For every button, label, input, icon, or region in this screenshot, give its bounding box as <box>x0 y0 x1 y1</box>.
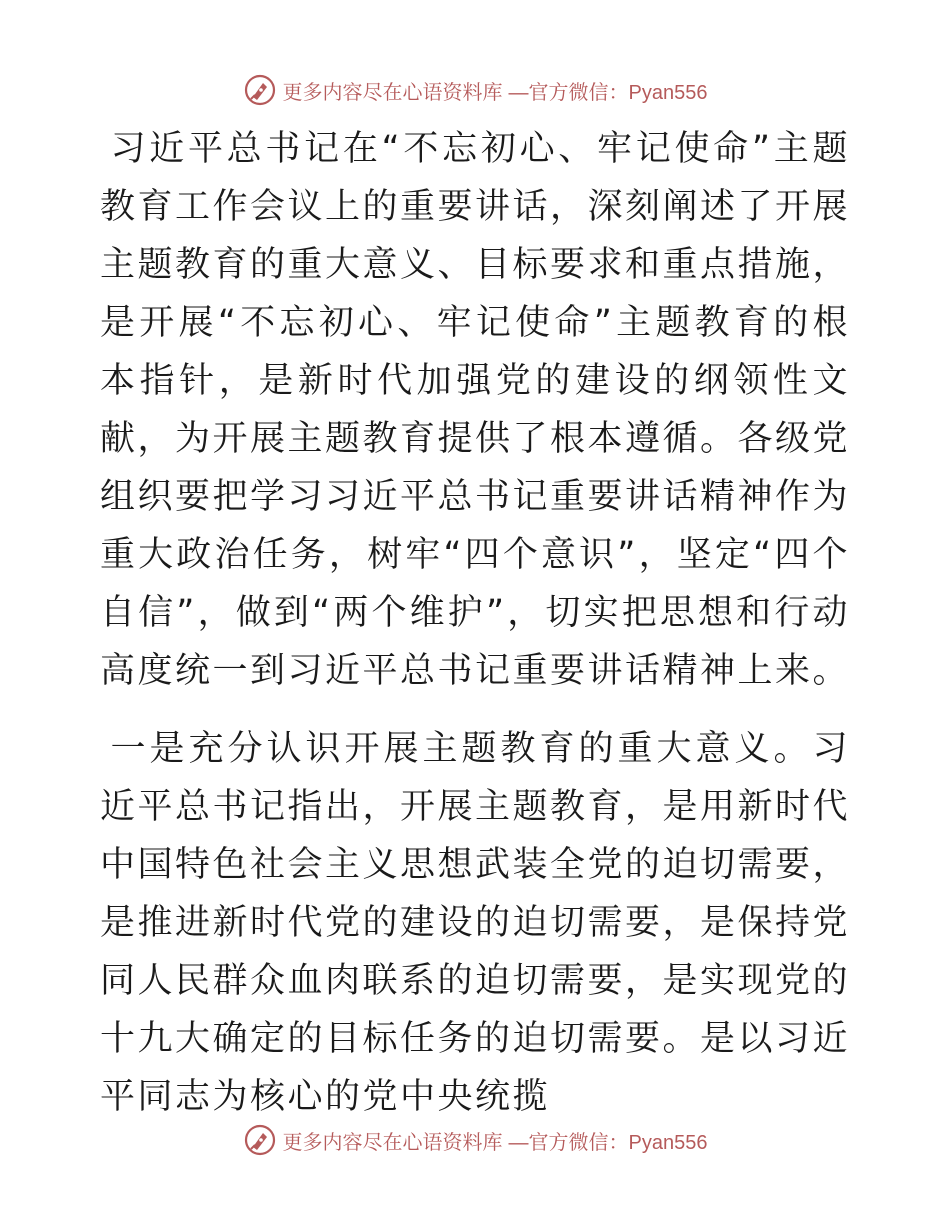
paragraph-2: 一是充分认识开展主题教育的重大意义。习近平总书记指出，开展主题教育，是用新时代中国特色社会主义思想武装全党的迫切需要，是推进新时代党的建设的迫切需要，是保持党同人民群众血肉联系的迫切需要，是实现党的十九大确定的目标任务的迫切需要。是以习近平同志为核心的党中央统揽 <box>100 729 851 1117</box>
watermark-banner-bottom <box>0 1120 950 1160</box>
watermark-wechat-text: —官方微信：Pyan556 <box>508 1131 708 1154</box>
document-body <box>100 120 850 1126</box>
watermark-brand-text: 更多内容尽在心语资料库 <box>282 79 503 104</box>
pen-nib-logo-icon <box>243 73 277 107</box>
watermark-brand-text: 更多内容尽在心语资料库 <box>282 1129 503 1154</box>
watermark-banner-top <box>0 70 950 110</box>
paragraph-1: 习近平总书记在“不忘初心、牢记使命”主题教育工作会议上的重要讲话，深刻阐述了开展主题教育的重大意义、目标要求和重点措施，是开展“不忘初心、牢记使命”主题教育的根本指针，是新时代加强党的建设的纲领性文献，为开展主题教育提供了根本遵循。各级党组织要把学习习近平总书记重要讲话精神作为重大政治任务，树牢“四个意识”，坚定“四个自信”，做到“两个维护”，切实把思想和行动高度统一到习近平总书记重要讲话精神上来。 <box>100 129 851 691</box>
pen-nib-logo-icon <box>243 1123 277 1157</box>
watermark-wechat-text: —官方微信：Pyan556 <box>508 81 708 104</box>
